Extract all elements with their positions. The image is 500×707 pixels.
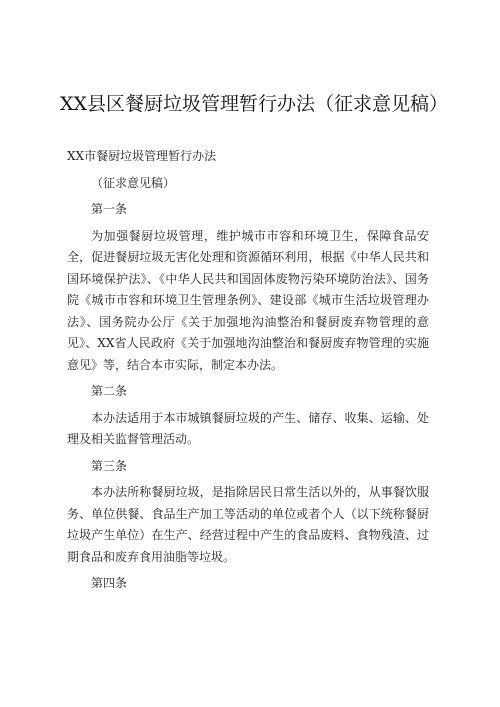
section-text: 为加强餐厨垃圾管理，维护城市市容和环境卫生，保障食品安全，促进餐厨垃圾无害化处理和资源循环利用，根据《中华人民共和国环境保护法》、《中华人民共和国固体废物污染环境防治法》、国务院《城市市容和环境卫生管理条例》、建设部《城市生活垃圾管理办法》、国务院办公厅《关于加强地沟油整治和餐厨废弃物管理的意见》、XX省人民政府《关于加强地沟油整治和餐厨废弃物管理的实施意见》等，结合本市实际，制定本办法。 <box>67 228 429 372</box>
section-heading: 第三条 <box>91 458 128 473</box>
document-subtitle: XX市餐厨垃圾管理暂行办法 <box>67 149 217 163</box>
document-body <box>67 146 429 595</box>
section-heading: 第二条 <box>91 384 128 398</box>
section-text: 本办法适用于本市城镇餐厨垃圾的产生、储存、收集、运输、处理及相关监督管理活动。 <box>67 410 429 446</box>
draft-note: （征求意见稿） <box>91 175 176 190</box>
section-text: 本办法所称餐厨垃圾，是指除居民日常生活以外的，从事餐饮服务、单位供餐、食品生产加工等活动的单位或者个人（以下统称餐厨垃圾产生单位）在生产、经营过程中产生的食品废料、食物残渣、过期食品和废弃食用油脂等垃圾。 <box>67 485 429 564</box>
section-heading: 第一条 <box>91 202 128 216</box>
document-title: XX县区餐厨垃圾管理暂行办法（征求意见稿） <box>60 93 449 115</box>
section-heading: 第四条 <box>91 576 128 590</box>
